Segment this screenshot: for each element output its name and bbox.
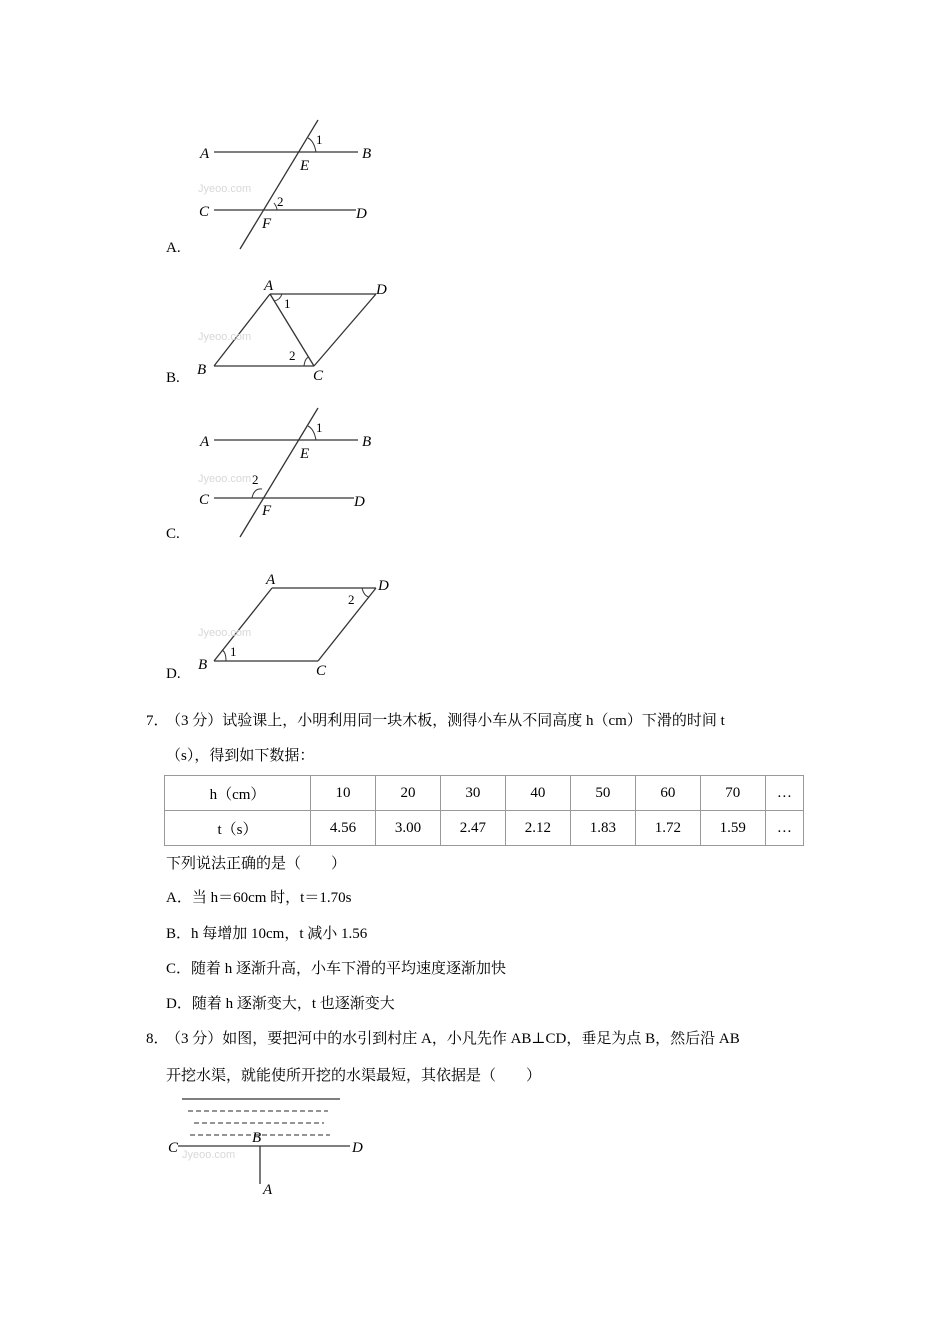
angle-1: 1: [316, 132, 323, 147]
label-b: B: [362, 146, 372, 162]
q7-option-c[interactable]: C．随着 h 逐渐升高，小车下滑的平均速度逐渐加快: [166, 961, 507, 977]
figure-a: [190, 112, 390, 252]
table-cell: 1.83: [570, 811, 635, 846]
label-d: D: [354, 494, 365, 510]
row-t-label: t（s）: [165, 811, 311, 846]
label-d: D: [376, 282, 387, 298]
label-c: C: [199, 492, 210, 508]
angle-1: 1: [230, 644, 237, 659]
table-cell: 1.72: [635, 811, 700, 846]
label-a: A: [200, 434, 210, 450]
angle-2: 2: [277, 194, 284, 209]
table-cell: 1.59: [700, 811, 765, 846]
q7-number: 7．: [146, 713, 169, 729]
label-d: D: [352, 1140, 363, 1156]
watermark: Jyeoo.com: [198, 627, 252, 639]
label-a: A: [264, 278, 274, 294]
table-row-t: [165, 811, 804, 846]
watermark: Jyeoo.com: [198, 183, 252, 195]
figure-d: [190, 568, 400, 683]
figure-d-option[interactable]: D.: [166, 666, 181, 682]
q8-number: 8．: [146, 1031, 169, 1047]
q7-data-table: [164, 775, 804, 846]
table-cell: 60: [635, 776, 700, 811]
q8-stem-line1: （3 分）如图，要把河中的水引到村庄 A，小凡先作 AB⊥CD，垂足为点 B，然后沿 AB: [166, 1031, 740, 1047]
label-f: F: [262, 216, 272, 232]
angle-2: 2: [289, 348, 296, 363]
label-e: E: [300, 446, 310, 462]
label-d: D: [378, 578, 389, 594]
label-d: D: [356, 206, 367, 222]
label-b: B: [198, 657, 208, 673]
label-a: A: [266, 572, 276, 588]
angle-1: 1: [316, 420, 323, 435]
table-cell: 2.12: [505, 811, 570, 846]
row-h-label: h（cm）: [165, 776, 311, 811]
table-cell: 3.00: [375, 811, 440, 846]
q7-option-d[interactable]: D．随着 h 逐渐变大，t 也逐渐变大: [166, 996, 395, 1012]
table-cell: …: [765, 776, 803, 811]
label-b: B: [197, 362, 207, 378]
q7-stem-line2: （s），得到如下数据：: [166, 748, 315, 764]
table-cell: 40: [505, 776, 570, 811]
q7-option-a[interactable]: A．当 h＝60cm 时，t＝1.70s: [166, 890, 352, 906]
table-cell: 10: [311, 776, 376, 811]
label-a: A: [263, 1182, 273, 1198]
table-cell: 30: [440, 776, 505, 811]
watermark: Jyeoo.com: [182, 1149, 236, 1161]
q7-option-b[interactable]: B．h 每增加 10cm，t 减小 1.56: [166, 926, 368, 942]
table-cell: 2.47: [440, 811, 505, 846]
label-e: E: [300, 158, 310, 174]
figure-c-option[interactable]: C.: [166, 526, 180, 542]
label-b: B: [252, 1130, 262, 1146]
angle-1: 1: [284, 296, 291, 311]
table-cell: 50: [570, 776, 635, 811]
table-row-h: [165, 776, 804, 811]
label-b: B: [362, 434, 372, 450]
figure-b-option[interactable]: B.: [166, 370, 180, 386]
watermark: Jyeoo.com: [198, 473, 252, 485]
table-cell: 20: [375, 776, 440, 811]
label-a: A: [200, 146, 210, 162]
figure-a-option[interactable]: A.: [166, 240, 181, 256]
q7-prompt: 下列说法正确的是（ ）: [166, 856, 347, 872]
figure-c: [190, 400, 390, 540]
watermark: Jyeoo.com: [198, 331, 252, 343]
angle-2: 2: [252, 472, 259, 487]
figure-b: [190, 272, 400, 387]
angle-2: 2: [348, 592, 355, 607]
label-c: C: [313, 368, 324, 384]
label-f: F: [262, 503, 272, 519]
q8-stem-line2: 开挖水渠，就能使所开挖的水渠最短，其依据是（ ）: [166, 1068, 542, 1084]
q8-figure: [160, 1092, 380, 1204]
label-c: C: [199, 204, 210, 220]
label-c: C: [316, 663, 327, 679]
table-cell: 4.56: [311, 811, 376, 846]
table-cell: 70: [700, 776, 765, 811]
q7-stem-line1: （3 分）试验课上，小明利用同一块木板，测得小车从不同高度 h（cm）下滑的时间 t: [166, 713, 725, 729]
table-cell: …: [765, 811, 803, 846]
label-c: C: [168, 1140, 179, 1156]
